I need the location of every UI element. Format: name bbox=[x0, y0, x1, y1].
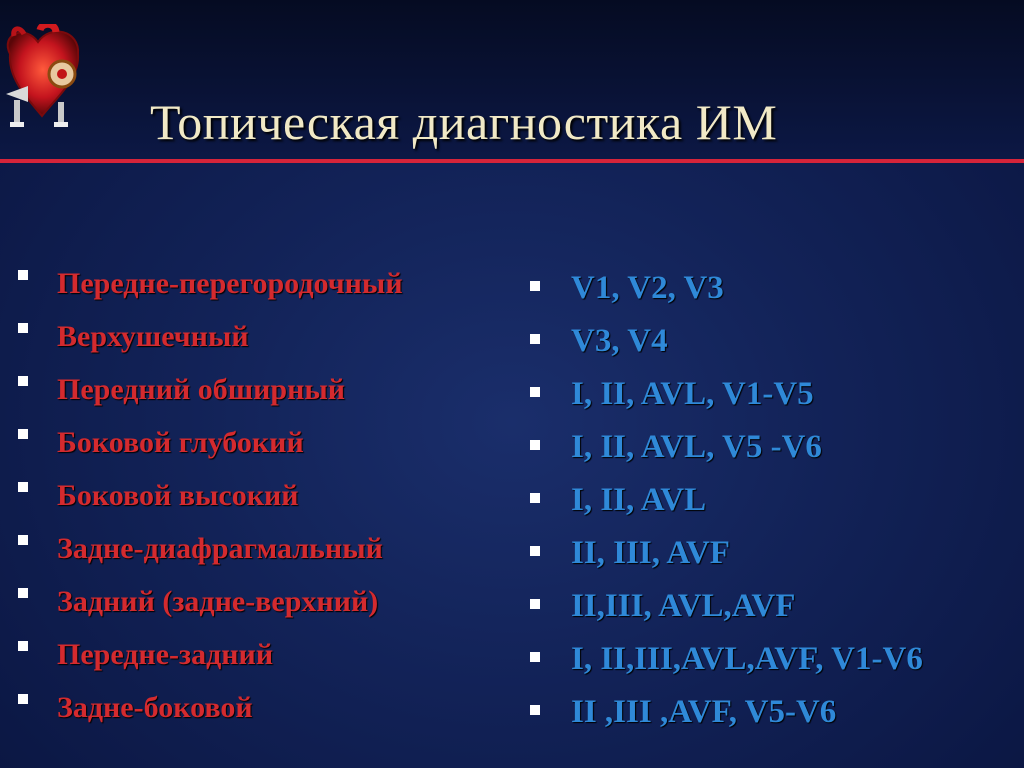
location-label: Верхушечный bbox=[57, 320, 249, 353]
heart-robot-icon bbox=[0, 24, 96, 136]
bullet-square bbox=[530, 387, 540, 397]
leads-label: II ,III ,AVF, V5-V6 bbox=[571, 694, 837, 730]
bullet-square bbox=[530, 599, 540, 609]
location-label: Передне-задний bbox=[57, 638, 274, 671]
bullet-square bbox=[530, 334, 540, 344]
leads-label: II, III, AVF bbox=[571, 535, 730, 571]
title-divider bbox=[0, 159, 1024, 163]
leads-label: I, II, AVL bbox=[571, 482, 707, 518]
leads-label: V1, V2, V3 bbox=[571, 270, 724, 306]
bullet-square bbox=[18, 641, 28, 651]
bullet-square bbox=[530, 546, 540, 556]
bullet-square bbox=[18, 694, 28, 704]
leads-label: V3, V4 bbox=[571, 323, 668, 359]
page-title: Топическая диагностика ИМ bbox=[150, 94, 778, 150]
location-label: Передний обширный bbox=[57, 373, 346, 406]
bullet-square bbox=[530, 652, 540, 662]
bullet-square bbox=[18, 588, 28, 598]
bullet-square bbox=[18, 482, 28, 492]
leads-label: II,III, AVL,AVF bbox=[571, 588, 796, 624]
leads-label: I, II,III,AVL,AVF, V1-V6 bbox=[571, 641, 923, 677]
bullet-square bbox=[530, 705, 540, 715]
location-label: Передне-перегородочный bbox=[57, 267, 403, 300]
bullet-square bbox=[18, 270, 28, 280]
leads-label: I, II, AVL, V1-V5 bbox=[571, 376, 814, 412]
bullet-square bbox=[530, 281, 540, 291]
bullet-square bbox=[18, 429, 28, 439]
location-label: Задне-диафрагмальный bbox=[57, 532, 383, 565]
location-label: Задне-боковой bbox=[57, 691, 253, 724]
leads-label: I, II, AVL, V5 -V6 bbox=[571, 429, 822, 465]
bullet-square bbox=[18, 376, 28, 386]
location-label: Боковой глубокий bbox=[57, 426, 304, 459]
bullet-square bbox=[18, 535, 28, 545]
bullet-square bbox=[530, 440, 540, 450]
bullet-square bbox=[18, 323, 28, 333]
location-label: Боковой высокий bbox=[57, 479, 299, 512]
bullet-square bbox=[530, 493, 540, 503]
location-label: Задний (задне-верхний) bbox=[57, 585, 379, 618]
